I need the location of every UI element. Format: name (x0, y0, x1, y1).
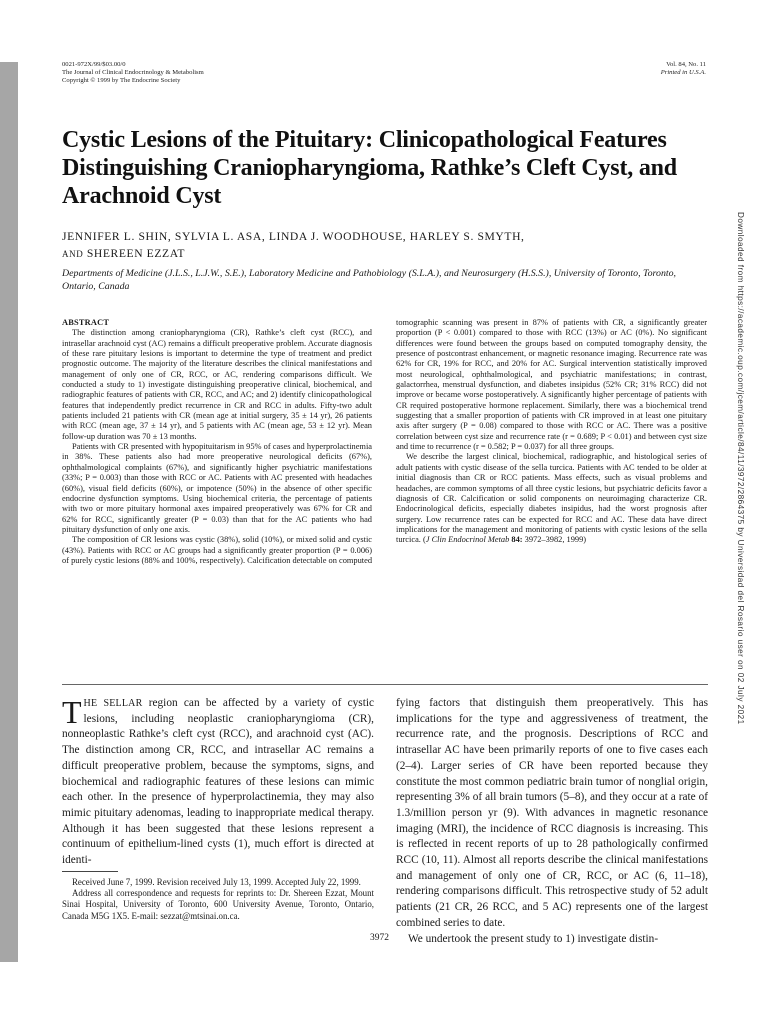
drop-cap: T (62, 694, 82, 730)
authors-line: JENNIFER L. SHIN, SYLVIA L. ASA, LINDA J. WOODHOUSE, HARLEY S. SMYTH, (62, 230, 525, 243)
download-notice-wrapper (735, 212, 749, 772)
copyright-line: Copyright © 1999 by The Endocrine Society (62, 77, 181, 85)
abstract-paragraph: The distinction among craniopharyngioma (CR), Rathke’s cleft cyst (RCC), and intrasellar arachnoid cyst (AC) remains a difficult preoperative problem. Accurate diagnosis of these rare pituitary lesions is important to determine the type of treatment and predict prognostic outcome. The majority of the literature describes the clinical manifestations and management of only one of CR, RCC, or AC, rendering comparisons difficult. We conducted a study to 1) investigate distinguishing preoperative clinical, biochemical, and radiographic features of patients with CR, RCC, and AC; and 2) identify clinicopathological features that independently predict recurrence in CR and RCC in adults. Fifty-two adult patients included 21 patients with CR (mean age at initial surgery, 35 ± 14 yr), 26 patients with RCC (mean age, 37 ± 14 yr), and 5 patients with AC (mean age, 53 ± 12 yr). Mean follow-up duration was 70 ± 13 months. (62, 328, 372, 441)
authors-and: AND (62, 248, 84, 259)
download-notice: Downloaded from https://academic.oup.com/jcem/article/84/11/3972/2864375 by Universidad del Rosario user on 02 July 2021 (736, 212, 745, 725)
abstract-heading: ABSTRACT (62, 318, 110, 327)
affiliations: Departments of Medicine (J.L.S., L.J.W., S.E.), Laboratory Medicine and Pathobiology (S.L.A.), and Neurosurgery (H.S.S.), University of Toronto, Toronto, Ontario, Canada (62, 268, 677, 292)
abstract-conclusion: We describe the largest clinical, biochemical, radiographic, and histological series of adult patients with cystic disease of the sella turcica. Patients with AC tended to be older at initial diagnosis than CR or RCC patients. Mass effects, such as visual problems and headaches, are common symptoms of all three cystic lesions, but psychiatric deficits favor a diagnosis of CR. Calcification or solid components on neuroimaging characterize CR. Endocrinological deficits, especially diabetes insipidus, had the worst prognosis after surgery. Low recurrence rates can be expected for RCC and AC. These data have direct implications for the management and monitoring of patients with cystic lesions of the sella turcica. (396, 452, 707, 545)
article-title: Cystic Lesions of the Pituitary: Clinicopathological Features Distinguishing Craniopharyngioma, Rathke’s Cleft Cyst, and Arachnoid Cyst (62, 127, 677, 209)
volume-line: Vol. 84, No. 11 (666, 61, 706, 68)
abstract-paragraph: tomographic scanning was present in 87% of patients with CR, a significantly greater proportion (P < 0.001) compared to those with RCC (13%) or AC (0%). No significant differences were found between the groups based on computed tomography density, the presence of postcontrast enhancement, or magnetic resonance imaging. Recurrence rate was 62% for CR, 19% for RCC, and 20% for AC. Surgical intervention statistically improved most neurological, ophthalmological, and psychiatric manifestations; in contrast, galactorrhea, menstrual dysfunction, and diabetes insipidus (52% CR; 31% RCC) did not improve or became worse postoperatively. A significantly higher percentage of patients with CR required postoperative hormone replacement. Similarly, there was a biochemical trend suggesting that a smaller proportion of patients with CR improved in at least one pituitary axis after surgery (P = 0.08) compared to those with RCC or AC. There was a positive correlation between cyst size and recurrence rate (r = 0.689; P < 0.01) and between cyst size and time to recurrence (r = 0.582; P = 0.037) for all three groups. (396, 318, 707, 452)
intro-text: region can be affected by a variety of cystic lesions, including neoplastic craniopharyngioma (CR), nonneoplastic Rathke’s cleft cyst (RCC), and arachnoid cyst (AC). The distinction among CR, RCC, and intrasellar AC remains a difficult preoperative problem, because the symptoms, signs, and biochemical and radiographic features of these lesions can mimic each other. In the presence of hyperprolactinemia, they may also mimic pituitary adenomas, leading to inappropriate medical therapy. Although it has been suggested that these lesions represent a continuum of epithelium-lined cysts (1), much effort is directed at identi- (62, 697, 374, 867)
body-paragraph: We undertook the present study to 1) investigate distin- (408, 932, 659, 945)
citation-pages: 3972–3982, 1999) (524, 535, 587, 545)
abstract-right-column (396, 318, 707, 546)
abstract-paragraph: Patients with CR presented with hypopituitarism in 95% of cases and hyperprolactinemia in 38%. These patients also had more preoperative neurological deficits (67%), ophthalmological complaints (67%), and significantly higher psychiatric manifestations (33%; P = 0.003) than those with RCC or AC. Patients with AC presented with headaches (60%), visual field deficits (60%), or impotence (50%) in the absence of other specific endocrine dysfunction symptoms. Using biochemical criteria, the percentage of patients with two or more pituitary hormonal axes impaired preoperatively was 67% for CR and 62% for RCC, significantly greater (P = 0.03) than that for the AC patients who had pituitary dysfunction of only one axis. (62, 442, 372, 534)
author-list (62, 229, 702, 262)
footnotes (62, 877, 374, 922)
citation-journal: J Clin Endocrinol Metab (425, 535, 510, 545)
received-note: Received June 7, 1999. Revision received July 13, 1999. Accepted July 22, 1999. (72, 877, 361, 887)
footnote-rule (62, 871, 118, 872)
abstract-left-column (62, 318, 372, 566)
journal-name: The Journal of Clinical Endocrinology & Metabolism (62, 69, 204, 77)
journal-header-left (62, 61, 204, 86)
page-edge-tab (0, 62, 18, 962)
printed-line: Printed in U.S.A. (660, 69, 706, 77)
lead-smallcaps: HE SELLAR (83, 698, 143, 709)
page-number: 3972 (370, 933, 389, 943)
issn-line: 0021-972X/99/$03.00/0 (62, 61, 126, 68)
section-divider (62, 684, 708, 685)
abstract-paragraph: We describe the largest clinical, biochemical, radiographic, and histological series of adult patients with cystic disease of the sella turcica. Patients with AC tended to be older at initial diagnosis than CR or RCC patients. Mass effects, such as visual problems and headaches, are common symptoms of all three cystic lesions, but psychiatric deficits favor a diagnosis of CR. Calcification or solid components on neuroimaging characterize CR. Endocrinological deficits, especially diabetes insipidus, had the worst prognosis after surgery. Low recurrence rates can be expected for RCC and AC. These data have direct implications for the management and monitoring of patients with cystic lesions of the sella turcica. (J Clin Endocrinol Metab 84: 3972–3982, 1999) (396, 452, 707, 545)
citation-volume: 84: (511, 535, 523, 545)
journal-header-right (661, 61, 706, 77)
body-left-column (62, 696, 374, 869)
correspondence-note: Address all correspondence and requests for reprints to: Dr. Shereen Ezzat, Mount Sinai Hospital, University of Toronto, 600 University Avenue, Toronto, Ontario, Canada M5G 1X5. E-mail: sezzat@mtsinai.on.ca. (62, 888, 374, 921)
body-right-column (396, 696, 708, 947)
authors-last: SHEREEN EZZAT (86, 246, 186, 260)
body-paragraph: fying factors that distinguish them preoperatively. This has implications for the type and aggressiveness of treatment, the recurrence rate, and the prognosis. Descriptions of RCC and intrasellar AC have been primarily reports of one to five cases each (2–4). Larger series of CR have been reported because they constitute the most common pediatric brain tumor of nonglial origin, representing 3% of all brain tumors (5–8), and they occur at a rate of 1.3/million person yr (9). With advances in magnetic resonance imaging (MRI), the incidence of RCC diagnosis is increasing. This is reflected in recent reports of up to 28 pathologically confirmed RCC (10, 11). Almost all reports describe the clinical manifestations and management of only one of CR, RCC, or AC (6, 11–18), rendering comparisons difficult. This retrospective study of 52 adult patients (21 CR, 26 RCC, and 5 AC) represents one of the largest combined series to date. (396, 697, 708, 929)
abstract-paragraph: The composition of CR lesions was cystic (38%), solid (10%), or mixed solid and cystic (43%). Patients with RCC or AC groups had a significantly greater proportion (P = 0.006) of purely cystic lesions (88% and 100%, respectively). Calcification detectable on computed (62, 535, 373, 565)
body-paragraph (62, 696, 374, 869)
